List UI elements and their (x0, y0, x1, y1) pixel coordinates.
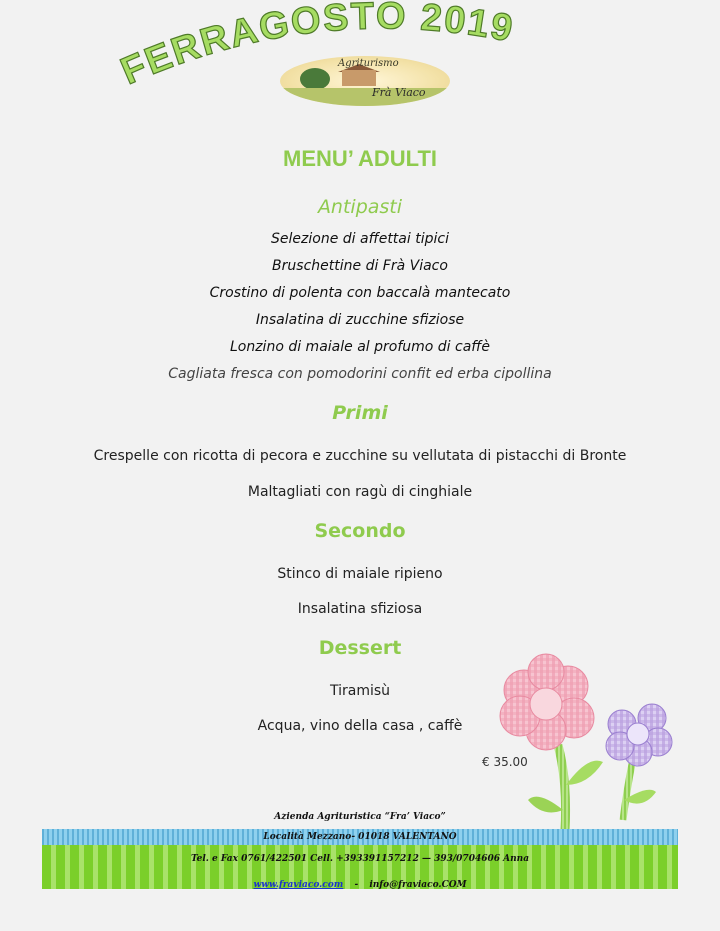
menu-item: Tiramisù (329, 683, 391, 699)
menu-item: Stinco di maiale ripieno (277, 566, 443, 582)
menu-title: MENU’ ADULTI (283, 146, 437, 171)
logo-line-1: Agriturismo (338, 58, 399, 69)
menu-price: € 35.00 (482, 755, 528, 769)
footer-company: Azienda Agrituristica “Fra’ Viaco” (274, 812, 446, 822)
footer-phones: Tel. e Fax 0761/422501 Cell. +393391157212 — 393/0704606 Anna (190, 854, 530, 864)
logo-line-2: Frà Viaco (372, 86, 426, 99)
agriturismo-logo (280, 56, 450, 106)
house-shape (342, 70, 376, 86)
section-title-primi: Primi (332, 402, 388, 424)
footer-address: Località Mezzano- 01018 VALENTANO (263, 832, 457, 842)
pink-flower (500, 654, 594, 750)
menu-item: Crespelle con ricotta di pecora e zucchine su vellutata di pistacchi di Bronte (93, 448, 627, 464)
event-title: FERRAGOSTO 2019 (114, 0, 518, 94)
menu-item: Bruschettine di Frà Viaco (272, 258, 448, 274)
section-title-dessert: Dessert (318, 637, 402, 659)
menu-item: Acqua, vino della casa , caffè (257, 718, 463, 734)
website-link[interactable]: www.fraviaco.com (253, 880, 344, 890)
menu-item: Selezione di affettai tipici (271, 231, 449, 247)
section-title-secondo: Secondo (314, 520, 406, 542)
menu-item: Cagliata fresca con pomodorini confit ed erba cipollina (168, 366, 552, 382)
tree-shape (300, 68, 330, 90)
menu-item: Lonzino di maiale al profumo di caffè (229, 339, 491, 355)
email-text: info@fraviaco.COM (369, 880, 467, 890)
section-title-antipasti: Antipasti (317, 196, 403, 218)
purple-flower (606, 704, 672, 766)
menu-item: Maltagliati con ragù di cinghiale (247, 484, 473, 500)
leaf-shape (566, 761, 603, 785)
menu-item: Insalatina di zucchine sfiziose (255, 312, 465, 328)
footer-contacts (0, 880, 720, 890)
menu-item: Insalatina sfiziosa (297, 601, 423, 617)
footer-separator: - (354, 880, 359, 890)
leaf-shape (528, 797, 563, 813)
menu-item: Crostino di polenta con baccalà mantecato (209, 285, 511, 301)
